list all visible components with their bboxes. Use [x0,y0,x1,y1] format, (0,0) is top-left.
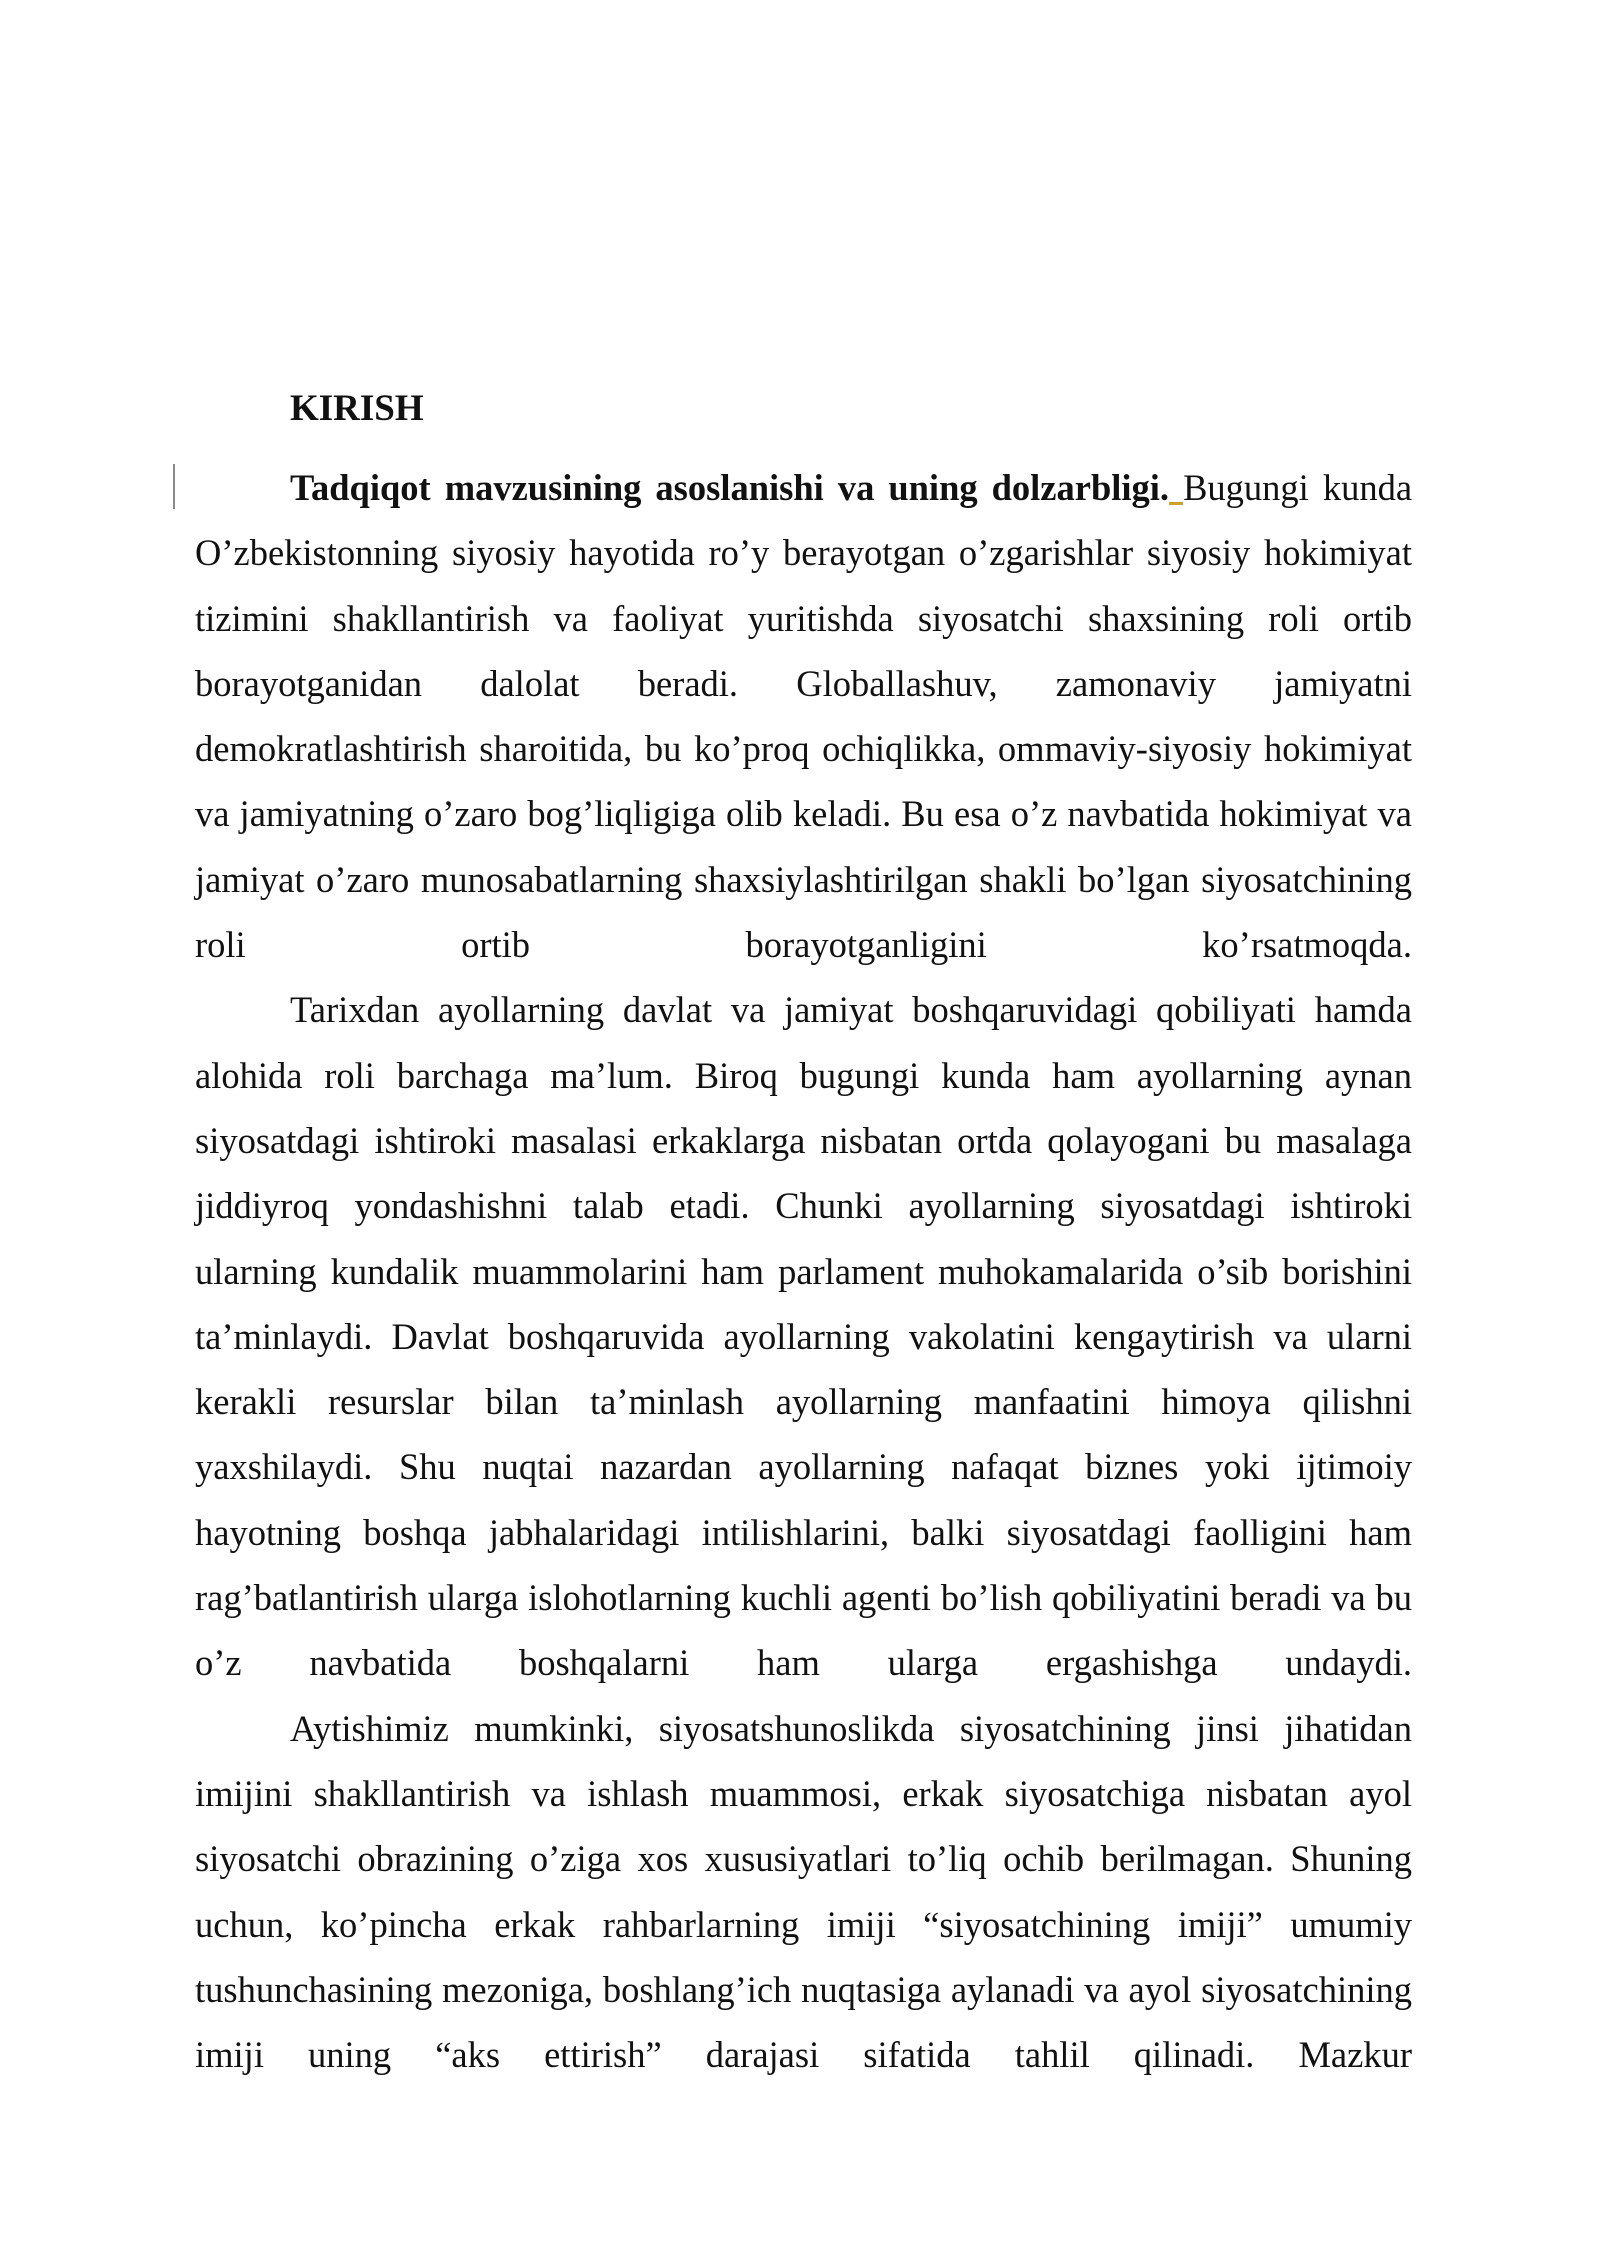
revision-change-bar [173,464,175,509]
paragraph-1-lead: Tadqiqot mavzusining asoslanishi va uning dolzarbligi. [290,467,1170,508]
paragraph-3 [195,1696,1412,2088]
tracked-space [1169,467,1183,508]
paragraph-3-text: Aytishimiz mumkinki, siyosatshunoslikda siyosatchining jinsi jihatidan imijini shakllantirish va ishlash muammosi, erkak siyosatchiga nisbatan ayol siyosatchi obrazining o’ziga xos xususiyatlari to’liq ochib berilmagan. Shuning uchun, ko’pincha erkak rahbarlarning imiji “siyosatchining imiji” umumiy tushunchasining mezoniga, boshlang’ich nuqtasiga aylanadi va ayol siyosatchining imiji uning “aks ettirish” darajasi sifatida tahlil qilinadi. Mazkur [195,1707,1412,2076]
body-text [195,455,1412,2087]
paragraph-1 [195,455,1412,977]
paragraph-2 [195,977,1412,1695]
section-heading: KIRISH [290,388,424,429]
paragraph-1-text: Bugungi kunda O’zbekistonning siyosiy hayotida ro’y berayotgan o’zgarishlar siyosiy hokimiyat tizimini shakllantirish va faoliyat yuritishda siyosatchi shaxsining roli ortib borayotganidan dalolat beradi. Globallashuv, zamonaviy jamiyatni demokratlashtirish sharoitida, bu ko’proq ochiqlikka, ommaviy-siyosiy hokimiyat va jamiyatning o’zaro bog’liqligiga olib keladi. Bu esa o’z navbatida hokimiyat va jamiyat o’zaro munosabatlarning shaxsiylashtirilgan shakli bo’lgan siyosatchining roli ortib borayotganligini ko’rsatmoqda. [195,467,1413,966]
paragraph-2-text: Tarixdan ayollarning davlat va jamiyat boshqaruvidagi qobiliyati hamda alohida roli barchaga ma’lum. Biroq bugungi kunda ham ayollarning aynan siyosatdagi ishtiroki masalasi erkaklarga nisbatan ortda qolayogani bu masalaga jiddiyroq yondashishni talab etadi. Chunki ayollarning siyosatdagi ishtiroki ularning kundalik muammolarini ham parlament muhokamalarida o’sib borishini ta’minlaydi. Davlat boshqaruvida ayollarning vakolatini kengaytirish va ularni kerakli resurslar bilan ta’minlash ayollarning manfaatini himoya qilishni yaxshilaydi. Shu nuqtai nazardan ayollarning nafaqat biznes yoki ijtimoiy hayotning boshqa jabhalaridagi intilishlarini, balki siyosatdagi faolligini ham rag’batlantirish ularga islohotlarning kuchli agenti bo’lish qobiliyatini beradi va bu o’z navbatida boshqalarni ham ularga ergashishga undaydi. [195,989,1412,1684]
